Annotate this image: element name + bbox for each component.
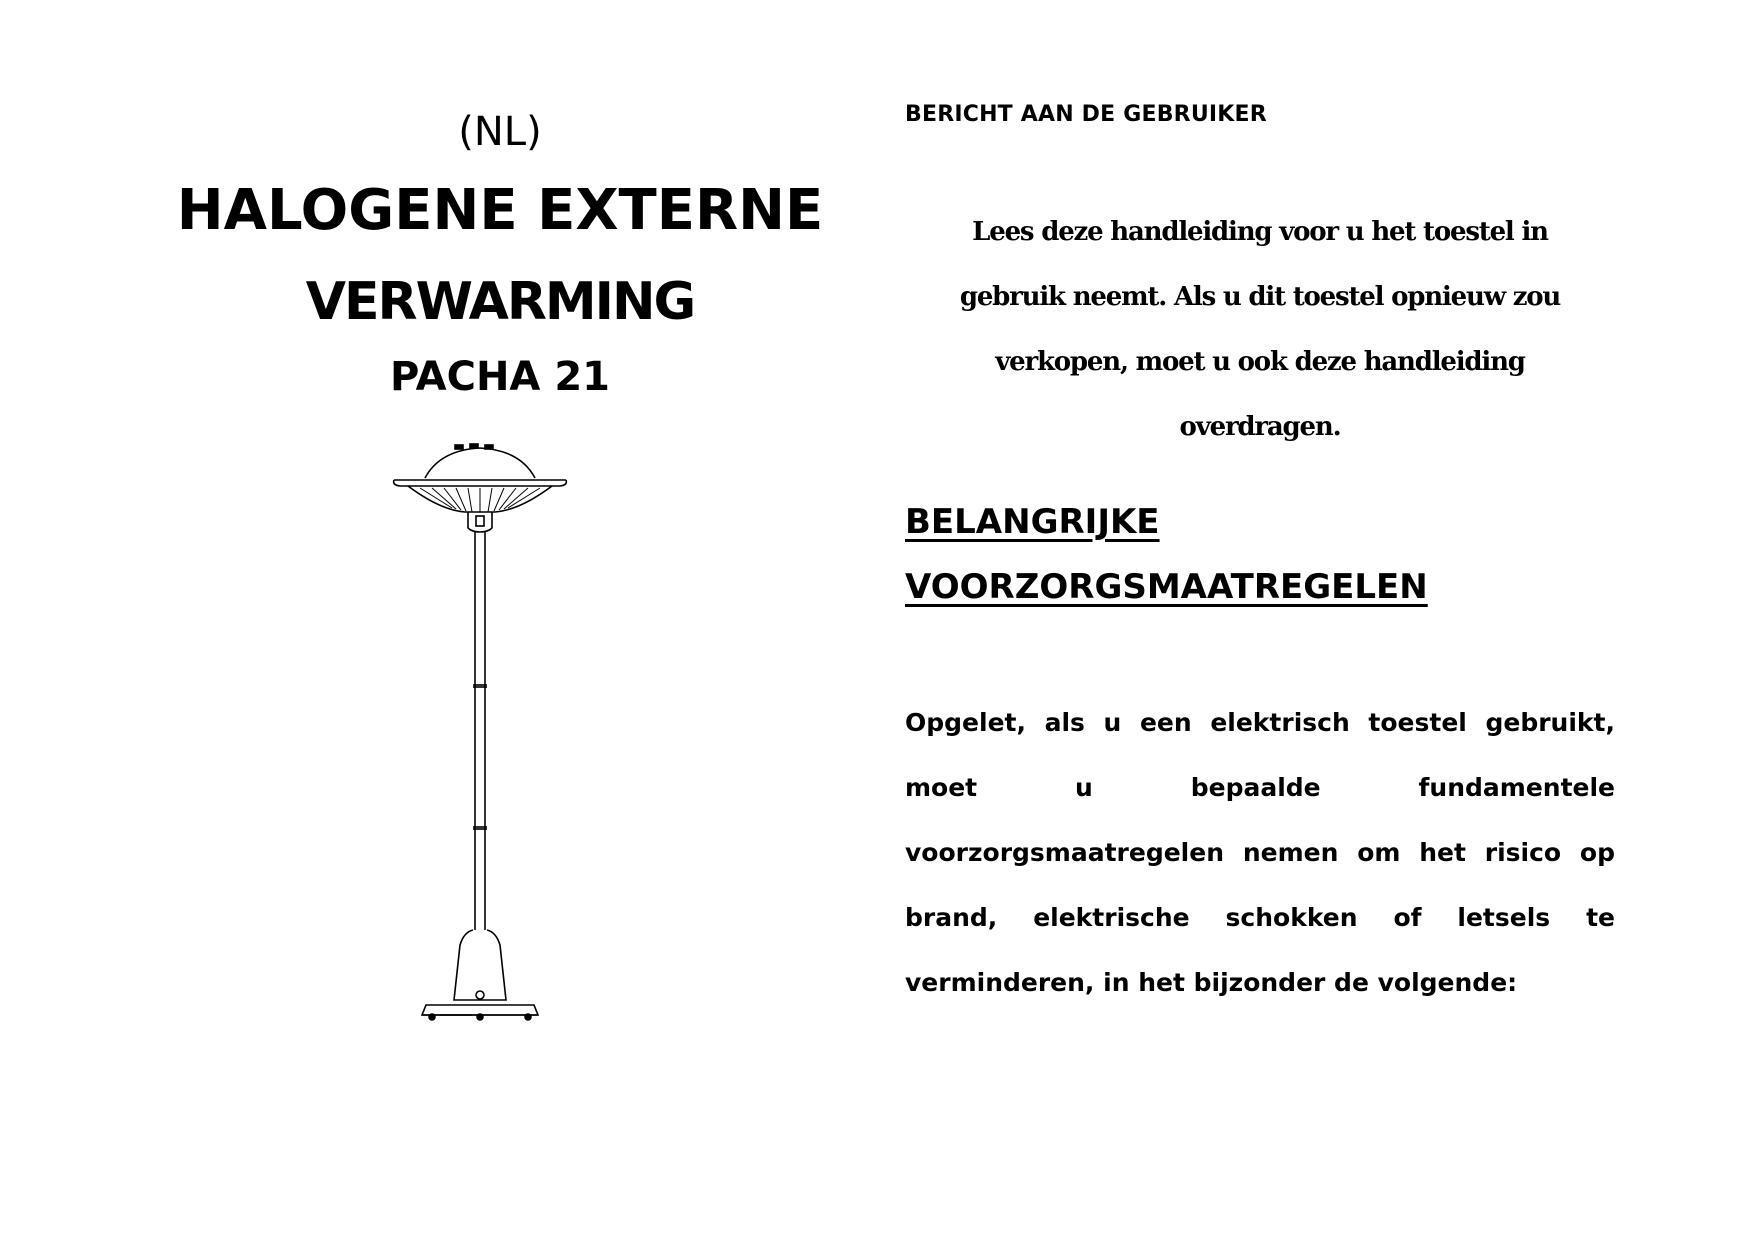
cover-title-block [150,100,850,412]
right-column [905,100,1615,1015]
product-model: PACHA 21 [390,354,610,400]
language-code: (NL) [458,109,542,155]
precautions-heading-line2: VOORZORGSMAATREGELEN [905,567,1428,607]
precautions-heading-line1: BELANGRIJKE [905,502,1160,542]
precautions-body: Opgelet, als u een elektrisch toestel gebruikt, moet u bepaalde fundamentele voorzorgsmaatregelen nemen om het risico op brand, elektrische schokken of letsels te verminderen, in het bijzonder de volgende: [905,708,1615,997]
notice-heading: BERICHT AAN DE GEBRUIKER [905,102,1267,127]
notice-body: Lees deze handleiding voor u het toestel in gebruik neemt. Als u dit toestel opnieuw zou verkopen, moet u ook deze handleiding overdragen. [959,217,1561,442]
precautions-heading [905,490,1615,620]
patio-heater-illustration [380,440,580,1040]
product-title-line1: HALOGENE EXTERNE [176,178,824,243]
product-title-line2: VERWARMING [305,272,695,332]
